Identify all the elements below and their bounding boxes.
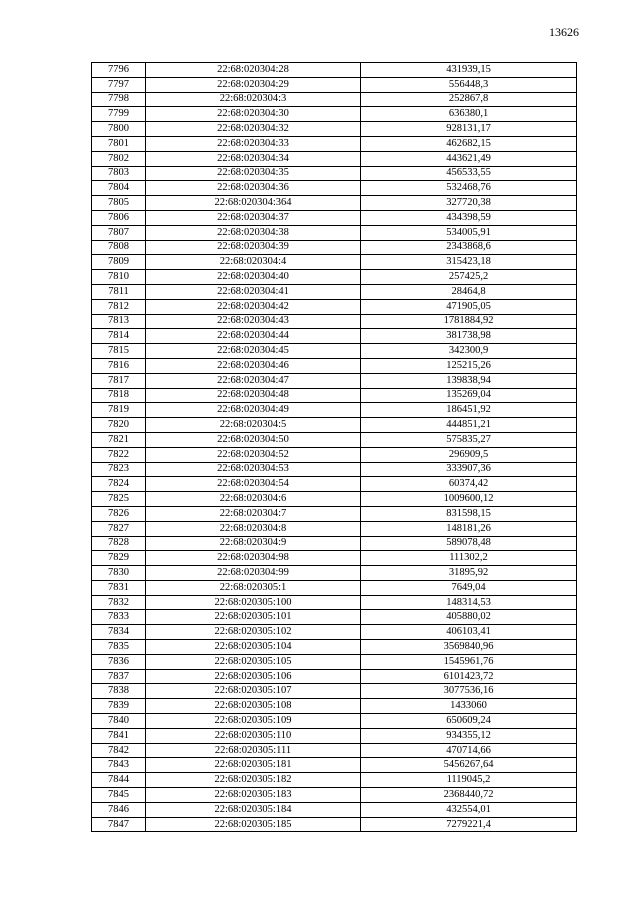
row-number-cell: 7801 [92, 136, 146, 151]
value-cell: 139838,94 [361, 373, 577, 388]
value-cell: 575835,27 [361, 432, 577, 447]
row-number-cell: 7810 [92, 270, 146, 285]
table-row [92, 432, 577, 447]
row-number-cell: 7845 [92, 788, 146, 803]
value-cell: 1119045,2 [361, 773, 577, 788]
value-cell: 381738,98 [361, 329, 577, 344]
table-row [92, 77, 577, 92]
row-number-cell: 7809 [92, 255, 146, 270]
table-row [92, 284, 577, 299]
row-number-cell: 7796 [92, 63, 146, 78]
table-row [92, 210, 577, 225]
value-cell: 471905,05 [361, 299, 577, 314]
table-row [92, 314, 577, 329]
row-number-cell: 7846 [92, 802, 146, 817]
value-cell: 443621,49 [361, 151, 577, 166]
table-row [92, 92, 577, 107]
row-number-cell: 7835 [92, 640, 146, 655]
row-number-cell: 7830 [92, 566, 146, 581]
cadastral-number-cell: 22:68:020305:1 [146, 580, 361, 595]
value-cell: 432554,01 [361, 802, 577, 817]
value-cell: 1433060 [361, 699, 577, 714]
cadastral-number-cell: 22:68:020304:38 [146, 225, 361, 240]
row-number-cell: 7831 [92, 580, 146, 595]
row-number-cell: 7839 [92, 699, 146, 714]
value-cell: 434398,59 [361, 210, 577, 225]
row-number-cell: 7800 [92, 122, 146, 137]
table-row [92, 270, 577, 285]
row-number-cell: 7841 [92, 728, 146, 743]
cadastral-number-cell: 22:68:020305:106 [146, 669, 361, 684]
cadastral-number-cell: 22:68:020304:45 [146, 344, 361, 359]
row-number-cell: 7838 [92, 684, 146, 699]
table-row [92, 388, 577, 403]
row-number-cell: 7820 [92, 418, 146, 433]
cadastral-number-cell: 22:68:020304:98 [146, 551, 361, 566]
table-row [92, 802, 577, 817]
page-number: 13626 [549, 25, 579, 39]
value-cell: 406103,41 [361, 625, 577, 640]
value-cell: 315423,18 [361, 255, 577, 270]
table-body [92, 63, 577, 832]
value-cell: 636380,1 [361, 107, 577, 122]
row-number-cell: 7824 [92, 477, 146, 492]
table-row [92, 63, 577, 78]
value-cell: 556448,3 [361, 77, 577, 92]
table-row [92, 640, 577, 655]
row-number-cell: 7834 [92, 625, 146, 640]
row-number-cell: 7806 [92, 210, 146, 225]
row-number-cell: 7812 [92, 299, 146, 314]
value-cell: 60374,42 [361, 477, 577, 492]
cadastral-number-cell: 22:68:020304:364 [146, 196, 361, 211]
cadastral-number-cell: 22:68:020305:185 [146, 817, 361, 832]
table-row [92, 240, 577, 255]
value-cell: 2368440,72 [361, 788, 577, 803]
cadastral-number-cell: 22:68:020304:37 [146, 210, 361, 225]
value-cell: 470714,66 [361, 743, 577, 758]
table-row [92, 136, 577, 151]
table-row [92, 610, 577, 625]
value-cell: 5456267,64 [361, 758, 577, 773]
table-row [92, 669, 577, 684]
value-cell: 534005,91 [361, 225, 577, 240]
value-cell: 444851,21 [361, 418, 577, 433]
row-number-cell: 7837 [92, 669, 146, 684]
row-number-cell: 7844 [92, 773, 146, 788]
cadastral-number-cell: 22:68:020305:109 [146, 714, 361, 729]
value-cell: 831598,15 [361, 506, 577, 521]
cadastral-number-cell: 22:68:020304:3 [146, 92, 361, 107]
cadastral-number-cell: 22:68:020305:107 [146, 684, 361, 699]
cadastral-number-cell: 22:68:020304:49 [146, 403, 361, 418]
table-row [92, 714, 577, 729]
row-number-cell: 7818 [92, 388, 146, 403]
value-cell: 31895,92 [361, 566, 577, 581]
cadastral-number-cell: 22:68:020305:181 [146, 758, 361, 773]
row-number-cell: 7815 [92, 344, 146, 359]
row-number-cell: 7813 [92, 314, 146, 329]
value-cell: 2343868,6 [361, 240, 577, 255]
row-number-cell: 7814 [92, 329, 146, 344]
value-cell: 296909,5 [361, 447, 577, 462]
table-row [92, 107, 577, 122]
table-row [92, 788, 577, 803]
cadastral-number-cell: 22:68:020305:101 [146, 610, 361, 625]
row-number-cell: 7804 [92, 181, 146, 196]
cadastral-number-cell: 22:68:020304:53 [146, 462, 361, 477]
table-row [92, 299, 577, 314]
cadastral-number-cell: 22:68:020304:36 [146, 181, 361, 196]
value-cell: 934355,12 [361, 728, 577, 743]
cadastral-number-cell: 22:68:020304:50 [146, 432, 361, 447]
table-row [92, 773, 577, 788]
cadastral-number-cell: 22:68:020305:102 [146, 625, 361, 640]
value-cell: 342300,9 [361, 344, 577, 359]
row-number-cell: 7803 [92, 166, 146, 181]
table-row [92, 344, 577, 359]
row-number-cell: 7807 [92, 225, 146, 240]
table-row [92, 743, 577, 758]
cadastral-number-cell: 22:68:020304:35 [146, 166, 361, 181]
row-number-cell: 7842 [92, 743, 146, 758]
row-number-cell: 7817 [92, 373, 146, 388]
cadastral-number-cell: 22:68:020304:41 [146, 284, 361, 299]
row-number-cell: 7798 [92, 92, 146, 107]
value-cell: 1009600,12 [361, 492, 577, 507]
row-number-cell: 7847 [92, 817, 146, 832]
cadastral-number-cell: 22:68:020305:105 [146, 654, 361, 669]
row-number-cell: 7822 [92, 447, 146, 462]
cadastral-number-cell: 22:68:020304:28 [146, 63, 361, 78]
cadastral-number-cell: 22:68:020304:8 [146, 521, 361, 536]
value-cell: 6101423,72 [361, 669, 577, 684]
row-number-cell: 7811 [92, 284, 146, 299]
table-row [92, 122, 577, 137]
value-cell: 3569840,96 [361, 640, 577, 655]
table-row [92, 196, 577, 211]
table-row [92, 551, 577, 566]
value-cell: 327720,38 [361, 196, 577, 211]
cadastral-number-cell: 22:68:020304:30 [146, 107, 361, 122]
table-row [92, 728, 577, 743]
row-number-cell: 7840 [92, 714, 146, 729]
cadastral-number-cell: 22:68:020304:42 [146, 299, 361, 314]
row-number-cell: 7826 [92, 506, 146, 521]
table-row [92, 654, 577, 669]
table-row [92, 817, 577, 832]
table-row [92, 580, 577, 595]
row-number-cell: 7827 [92, 521, 146, 536]
value-cell: 431939,15 [361, 63, 577, 78]
row-number-cell: 7832 [92, 595, 146, 610]
value-cell: 125215,26 [361, 358, 577, 373]
cadastral-number-cell: 22:68:020305:111 [146, 743, 361, 758]
row-number-cell: 7799 [92, 107, 146, 122]
cadastral-number-cell: 22:68:020305:110 [146, 728, 361, 743]
cadastral-number-cell: 22:68:020304:6 [146, 492, 361, 507]
cadastral-number-cell: 22:68:020304:29 [146, 77, 361, 92]
table-row [92, 447, 577, 462]
table-row [92, 595, 577, 610]
table-row [92, 492, 577, 507]
cadastral-number-cell: 22:68:020305:100 [146, 595, 361, 610]
value-cell: 252867,8 [361, 92, 577, 107]
value-cell: 7279221,4 [361, 817, 577, 832]
cadastral-number-cell: 22:68:020305:184 [146, 802, 361, 817]
cadastral-number-cell: 22:68:020304:99 [146, 566, 361, 581]
row-number-cell: 7823 [92, 462, 146, 477]
cadastral-number-cell: 22:68:020304:52 [146, 447, 361, 462]
table-row [92, 418, 577, 433]
value-cell: 532468,76 [361, 181, 577, 196]
cadastral-number-cell: 22:68:020304:47 [146, 373, 361, 388]
cadastral-number-cell: 22:68:020304:39 [146, 240, 361, 255]
row-number-cell: 7833 [92, 610, 146, 625]
value-cell: 3077536,16 [361, 684, 577, 699]
value-cell: 1545961,76 [361, 654, 577, 669]
value-cell: 928131,17 [361, 122, 577, 137]
cadastral-number-cell: 22:68:020304:32 [146, 122, 361, 137]
row-number-cell: 7819 [92, 403, 146, 418]
table-row [92, 151, 577, 166]
cadastral-number-cell: 22:68:020304:54 [146, 477, 361, 492]
value-cell: 257425,2 [361, 270, 577, 285]
table-row [92, 684, 577, 699]
row-number-cell: 7828 [92, 536, 146, 551]
row-number-cell: 7836 [92, 654, 146, 669]
value-cell: 1781884,92 [361, 314, 577, 329]
row-number-cell: 7797 [92, 77, 146, 92]
table-row [92, 521, 577, 536]
cadastral-number-cell: 22:68:020305:104 [146, 640, 361, 655]
table-row [92, 477, 577, 492]
value-cell: 650609,24 [361, 714, 577, 729]
row-number-cell: 7843 [92, 758, 146, 773]
table-row [92, 403, 577, 418]
value-cell: 405880,02 [361, 610, 577, 625]
cadastral-number-cell: 22:68:020304:48 [146, 388, 361, 403]
table-row [92, 566, 577, 581]
row-number-cell: 7808 [92, 240, 146, 255]
row-number-cell: 7829 [92, 551, 146, 566]
table-row [92, 358, 577, 373]
table-row [92, 699, 577, 714]
row-number-cell: 7802 [92, 151, 146, 166]
cadastral-number-cell: 22:68:020304:7 [146, 506, 361, 521]
table-row [92, 536, 577, 551]
cadastral-number-cell: 22:68:020304:9 [146, 536, 361, 551]
cadastral-number-cell: 22:68:020304:5 [146, 418, 361, 433]
row-number-cell: 7821 [92, 432, 146, 447]
value-cell: 462682,15 [361, 136, 577, 151]
value-cell: 148181,26 [361, 521, 577, 536]
table-row [92, 225, 577, 240]
value-cell: 589078,48 [361, 536, 577, 551]
table-row [92, 373, 577, 388]
value-cell: 148314,53 [361, 595, 577, 610]
table-row [92, 506, 577, 521]
value-cell: 186451,92 [361, 403, 577, 418]
cadastral-number-cell: 22:68:020304:4 [146, 255, 361, 270]
cadastral-number-cell: 22:68:020305:108 [146, 699, 361, 714]
cadastral-number-cell: 22:68:020305:183 [146, 788, 361, 803]
value-cell: 111302,2 [361, 551, 577, 566]
value-cell: 7649,04 [361, 580, 577, 595]
table-row [92, 758, 577, 773]
row-number-cell: 7816 [92, 358, 146, 373]
row-number-cell: 7805 [92, 196, 146, 211]
cadastral-number-cell: 22:68:020304:34 [146, 151, 361, 166]
value-cell: 135269,04 [361, 388, 577, 403]
table-row [92, 329, 577, 344]
cadastral-number-cell: 22:68:020304:43 [146, 314, 361, 329]
table-row [92, 625, 577, 640]
row-number-cell: 7825 [92, 492, 146, 507]
value-cell: 28464,8 [361, 284, 577, 299]
cadastral-table [91, 62, 577, 832]
cadastral-number-cell: 22:68:020304:33 [146, 136, 361, 151]
cadastral-number-cell: 22:68:020304:40 [146, 270, 361, 285]
table-row [92, 255, 577, 270]
table-row [92, 181, 577, 196]
table-row [92, 462, 577, 477]
cadastral-number-cell: 22:68:020304:44 [146, 329, 361, 344]
table-row [92, 166, 577, 181]
cadastral-number-cell: 22:68:020304:46 [146, 358, 361, 373]
cadastral-number-cell: 22:68:020305:182 [146, 773, 361, 788]
value-cell: 333907,36 [361, 462, 577, 477]
value-cell: 456533,55 [361, 166, 577, 181]
